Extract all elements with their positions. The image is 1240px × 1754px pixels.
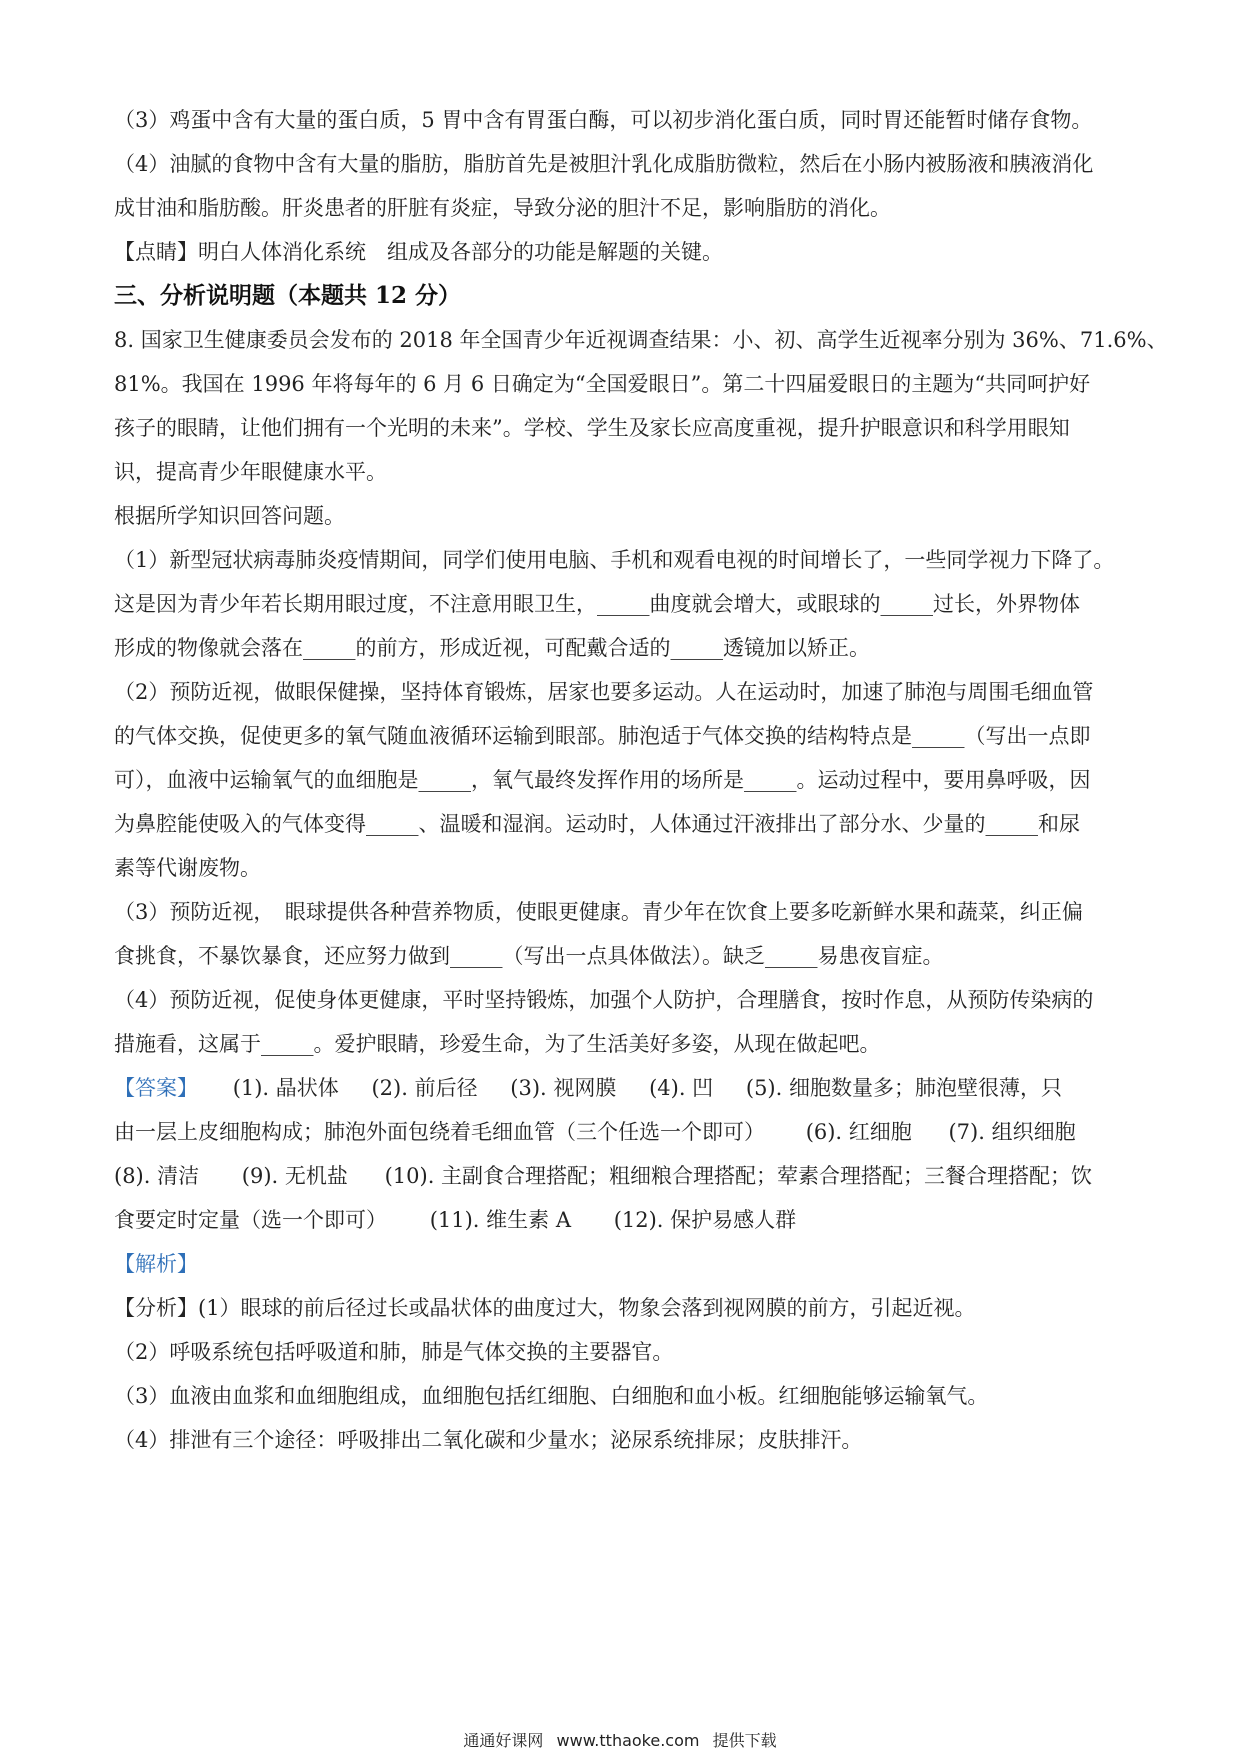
answer-item: (10). 主副食合理搭配；粗细粮合理搭配；荤素合理搭配；三餐合理搭配；饮: [384, 1164, 1093, 1188]
question8-line: 孩子的眼睛，让他们拥有一个光明的未来”。学校、学生及家长应高度重视，提升护眼意识和科学用眼知: [114, 416, 1070, 440]
analysis-line: （2）呼吸系统包括呼吸道和肺，肺是气体交换的主要器官。: [114, 1340, 674, 1364]
question8-line: （2）预防近视，做眼保健操，坚持体育锻炼，居家也要多运动。人在运动时，加速了肺泡与周围毛细血管: [114, 680, 1094, 704]
answer-item: (8). 清洁: [114, 1164, 200, 1188]
answer-item: (1). 晶状体: [232, 1076, 339, 1100]
analysis-line: （4）排泄有三个途径：呼吸排出二氧化碳和少量水；泌尿系统排尿；皮肤排汗。: [114, 1428, 863, 1452]
question8-line: 为鼻腔能使吸入的气体变得_____、温暖和湿润。运动时，人体通过汗液排出了部分水、少量的_____和尿: [114, 812, 1080, 836]
analysis-label: 【解析】: [114, 1252, 198, 1276]
question8-line: 81%。我国在 1996 年将每年的 6 月 6 日确定为“全国爱眼日”。第二十四届爱眼日的主题为“共同呵护好: [114, 372, 1091, 396]
question8-line: （4）预防近视，促使身体更健康，平时坚持锻炼，加强个人防护，合理膳食，按时作息，从预防传染病的: [114, 988, 1094, 1012]
question8-line: 这是因为青少年若长期用眼过度，不注意用眼卫生，_____曲度就会增大，或眼球的_____过长，外界物体: [114, 592, 1080, 616]
answer-item: (4). 凹: [649, 1076, 714, 1100]
answer-item: (12). 保护易感人群: [613, 1208, 797, 1232]
footer-suffix: 提供下载: [712, 1731, 777, 1750]
answer-item: (3). 视网膜: [510, 1076, 617, 1100]
paragraph-q4-line2: 成甘油和脂肪酸。肝炎患者的肝脏有炎症，导致分泌的胆汁不足，影响脂肪的消化。: [114, 196, 891, 220]
answer-item: (2). 前后径: [371, 1076, 478, 1100]
answer-line: [114, 1161, 1134, 1191]
answer-line: [114, 1117, 1134, 1147]
page-footer: [0, 1728, 1240, 1751]
analysis-line: （3）血液由血浆和血细胞组成，血细胞包括红细胞、白细胞和血小板。红细胞能够运输氧气。: [114, 1384, 989, 1408]
dianjing-note: 【点睛】明白人体消化系统 组成及各部分的功能是解题的关键。: [114, 240, 723, 264]
paragraph-q4-line1: （4）油腻的食物中含有大量的脂肪，脂肪首先是被胆汁乳化成脂肪微粒，然后在小肠内被肠液和胰液消化: [114, 152, 1094, 176]
question8-line: 素等代谢废物。: [114, 856, 261, 880]
answer-item: 由一层上皮细胞构成；肺泡外面包绕着毛细血管（三个任选一个即可）: [114, 1120, 765, 1144]
question8-line: 形成的物像就会落在_____的前方，形成近视，可配戴合适的_____透镜加以矫正。: [114, 636, 870, 660]
question8-line: 措施看，这属于_____。爱护眼睛，珍爱生命，为了生活美好多姿，从现在做起吧。: [114, 1032, 881, 1056]
footer-site-name: 通通好课网: [463, 1731, 544, 1750]
question8-line: 根据所学知识回答问题。: [114, 504, 345, 528]
paragraph-q3: （3）鸡蛋中含有大量的蛋白质，5 胃中含有胃蛋白酶，可以初步消化蛋白质，同时胃还能暂时储存食物。: [114, 108, 1093, 132]
answer-item: (9). 无机盐: [241, 1164, 348, 1188]
analysis-line: 【分析】(1）眼球的前后径过长或晶状体的曲度过大，物象会落到视网膜的前方，引起近视。: [114, 1296, 976, 1320]
answer-item: (7). 组织细胞: [948, 1120, 1076, 1144]
section-heading: 三、分析说明题（本题共 12 分）: [114, 282, 462, 309]
question8-line: （3）预防近视， 眼球提供各种营养物质，使眼更健康。青少年在饮食上要多吃新鲜水果和蔬菜，纠正偏: [114, 900, 1083, 924]
question8-line: 食挑食，不暴饮暴食，还应努力做到_____（写出一点具体做法）。缺乏_____易患夜盲症。: [114, 944, 944, 968]
answer-label: 【答案】: [114, 1076, 198, 1100]
answer-item: (11). 维生素 A: [429, 1208, 571, 1232]
question8-line: 识，提高青少年眼健康水平。: [114, 460, 387, 484]
question8-line: （1）新型冠状病毒肺炎疫情期间，同学们使用电脑、手机和观看电视的时间增长了，一些同学视力下降了。: [114, 548, 1115, 572]
answer-item: 食要定时定量（选一个即可）: [114, 1208, 387, 1232]
footer-url-link[interactable]: www.tthaoke.com: [556, 1731, 700, 1750]
answer-item: (6). 红细胞: [805, 1120, 912, 1144]
answer-item: (5). 细胞数量多；肺泡壁很薄，只: [745, 1076, 1062, 1100]
question8-line: 的气体交换，促使更多的氧气随血液循环运输到眼部。肺泡适于气体交换的结构特点是_____（写出一点即: [114, 724, 1091, 748]
question8-line: 8. 国家卫生健康委员会发布的 2018 年全国青少年近视调查结果：小、初、高学生近视率分别为 36%、71.6%、: [114, 328, 1168, 352]
question8-line: 可），血液中运输氧气的血细胞是_____，氧气最终发挥作用的场所是_____。运动过程中，要用鼻呼吸，因: [114, 768, 1091, 792]
answer-line: [114, 1205, 1134, 1235]
answer-line: [114, 1073, 1134, 1103]
